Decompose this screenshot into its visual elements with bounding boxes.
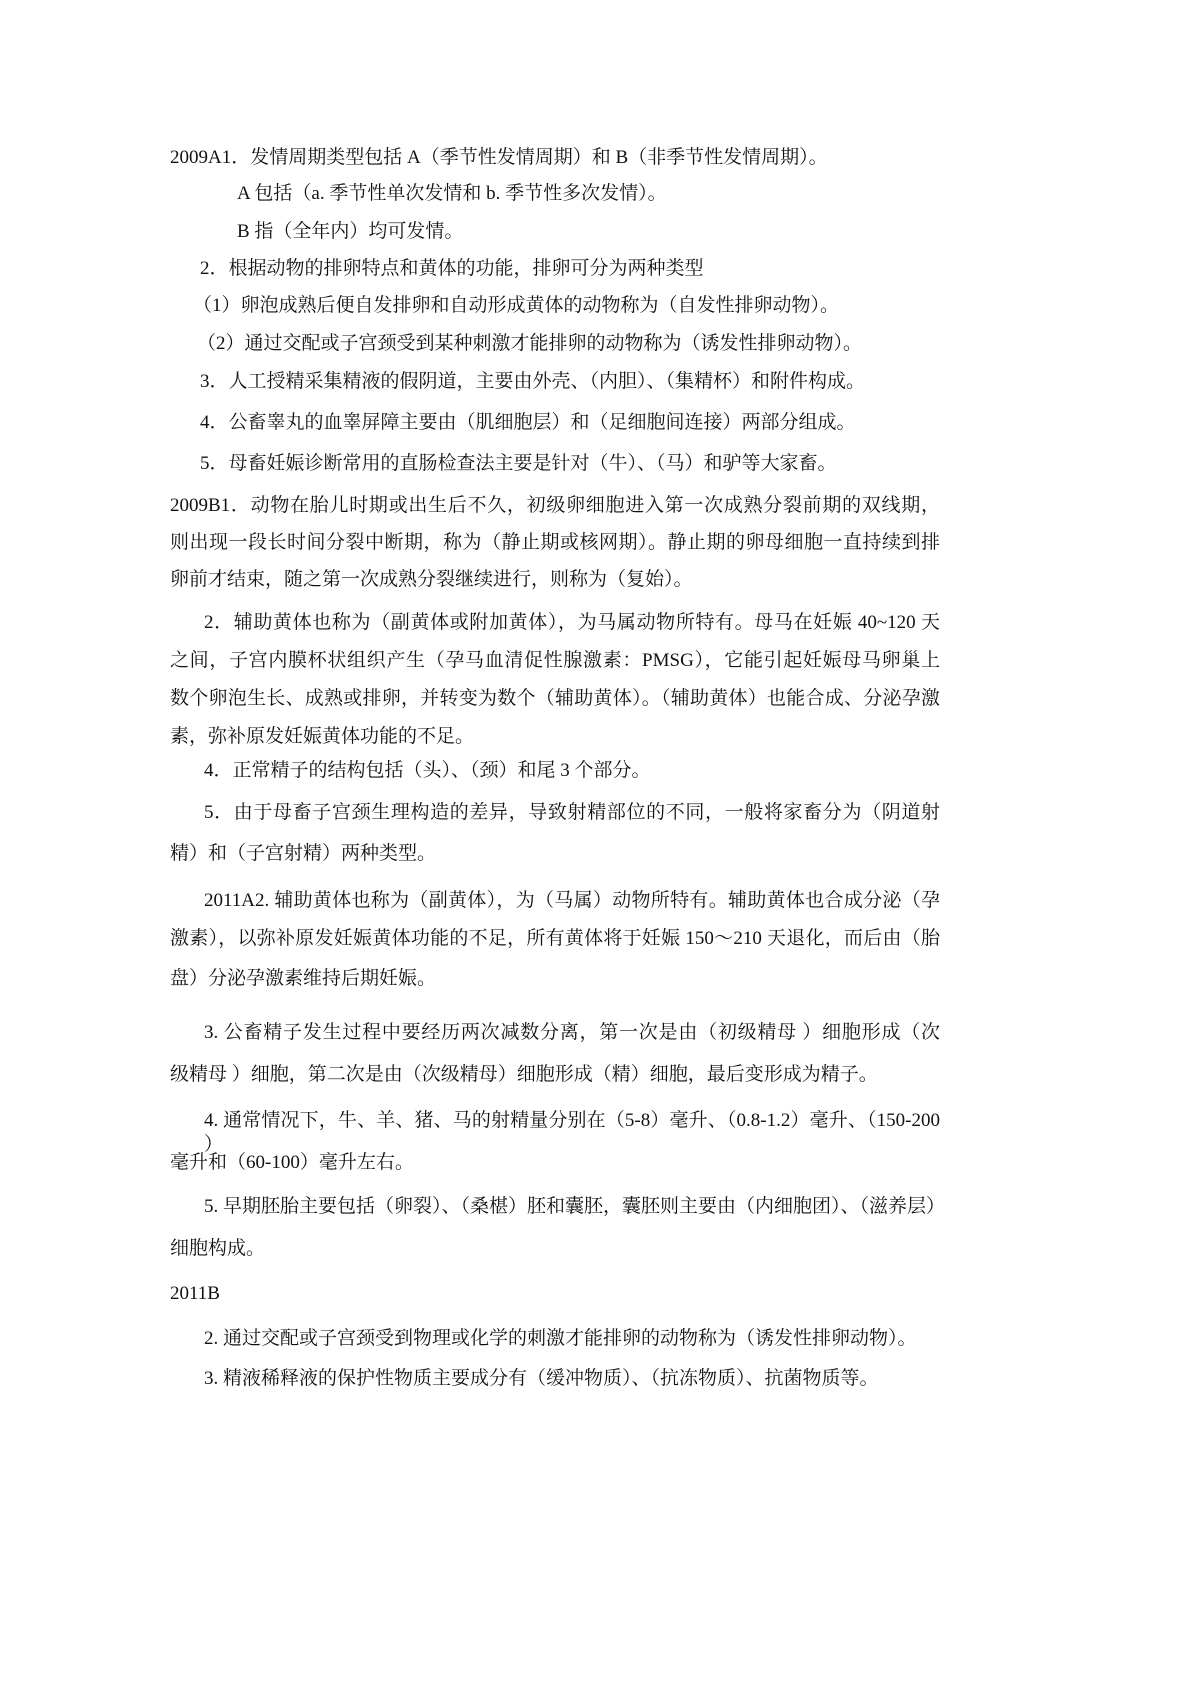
question-line: 数个卵泡生长、成熟或排卵，并转变为数个（辅助黄体）。（辅助黄体）也能合成、分泌孕激 (170, 688, 940, 709)
question-2009a1: 2009A1．发情周期类型包括 A（季节性发情周期）和 B（非季节性发情周期）。 (170, 147, 828, 168)
question-line: 级精母 ）细胞，第二次是由（次级精母）细胞形成（精）细胞，最后变形成为精子。 (170, 1064, 878, 1085)
question-line: 精）和（子宫射精）两种类型。 (170, 843, 437, 864)
question-line: 激素），以弥补原发妊娠黄体功能的不足，所有黄体将于妊娠 150～210 天退化，而后由（胎 (170, 928, 940, 949)
question-line: （1）卵泡成熟后便自发排卵和自动形成黄体的动物称为（自发性排卵动物）。 (193, 295, 840, 316)
answer-line: A 包括（a. 季节性单次发情和 b. 季节性多次发情）。 (237, 183, 667, 204)
question-line: 盘）分泌孕激素维持后期妊娠。 (170, 968, 437, 989)
question-line: 5．由于母畜子宫颈生理构造的差异，导致射精部位的不同，一般将家畜分为（阴道射 (204, 802, 940, 823)
question-2011a2: 2011A2. 辅助黄体也称为（副黄体），为（马属）动物所特有。辅助黄体也合成分泌（孕 (204, 890, 940, 911)
question-line: 3. 公畜精子发生过程中要经历两次减数分离，第一次是由（初级精母 ）细胞形成（次 (204, 1022, 940, 1043)
question-line: 2．根据动物的排卵特点和黄体的功能，排卵可分为两种类型 (200, 258, 704, 279)
question-line: 2. 通过交配或子宫颈受到物理或化学的刺激才能排卵的动物称为（诱发性排卵动物）。 (204, 1328, 917, 1349)
question-line: 4. 通常情况下，牛、羊、猪、马的射精量分别在（5-8）毫升、（0.8-1.2）毫升、（150-200 ） (204, 1110, 940, 1155)
question-line: 3．人工授精采集精液的假阴道，主要由外壳、（内胆）、（集精杯）和附件构成。 (200, 371, 866, 392)
question-line: 则出现一段长时间分裂中断期，称为（静止期或核网期）。静止期的卵母细胞一直持续到排 (170, 532, 940, 553)
question-line: 3. 精液稀释液的保护性物质主要成分有（缓冲物质）、（抗冻物质）、抗菌物质等。 (204, 1368, 879, 1389)
question-line: 4．正常精子的结构包括（头）、（颈）和尾 3 个部分。 (204, 760, 651, 781)
question-line: 之间，子宫内膜杯状组织产生（孕马血清促性腺激素：PMSG），它能引起妊娠母马卵巢上 (170, 650, 940, 671)
question-line: 5．母畜妊娠诊断常用的直肠检查法主要是针对（牛）、（马）和驴等大家畜。 (200, 453, 837, 474)
question-line: 毫升和（60-100）毫升左右。 (170, 1152, 414, 1173)
question-line: 5. 早期胚胎主要包括（卵裂）、（桑椹）胚和囊胚，囊胚则主要由（内细胞团）、（滋养层） (204, 1196, 946, 1217)
answer-line: B 指（全年内）均可发情。 (237, 221, 464, 242)
question-line: 4．公畜睾丸的血睾屏障主要由（肌细胞层）和（足细胞间连接）两部分组成。 (200, 412, 856, 433)
question-line: （2）通过交配或子宫颈受到某种刺激才能排卵的动物称为（诱发性排卵动物）。 (197, 333, 863, 354)
section-heading-2011b: 2011B (170, 1283, 220, 1304)
question-line: 素，弥补原发妊娠黄体功能的不足。 (170, 726, 475, 747)
question-line: 卵前才结束，随之第一次成熟分裂继续进行，则称为（复始）。 (170, 569, 693, 590)
question-line: 2．辅助黄体也称为（副黄体或附加黄体），为马属动物所特有。母马在妊娠 40~120 天 (204, 612, 940, 633)
question-line: 细胞构成。 (170, 1238, 266, 1259)
question-2009b1: 2009B1．动物在胎儿时期或出生后不久，初级卵细胞进入第一次成熟分裂前期的双线期， (170, 495, 940, 516)
